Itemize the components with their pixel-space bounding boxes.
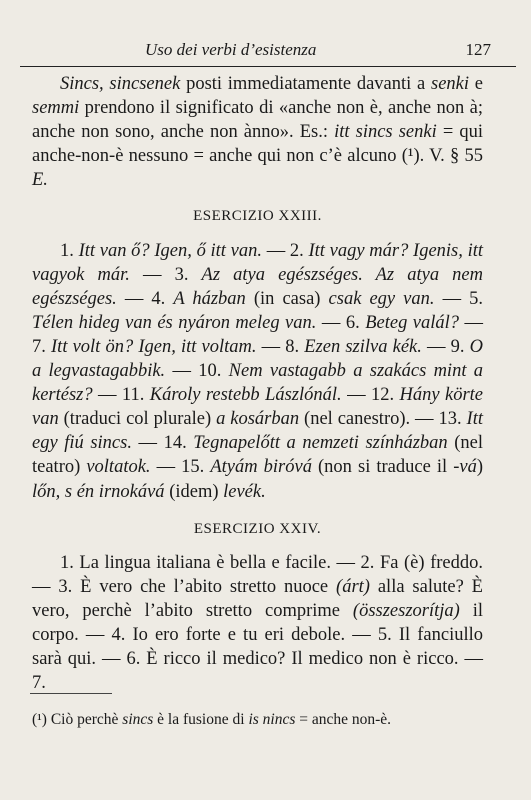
- ex23-text: 1.: [60, 240, 79, 261]
- ex23-text: Nem vastagabb a szakács mint a kertész?: [32, 361, 483, 406]
- ex23-text: — 6.: [316, 312, 366, 333]
- ex23-text: (traduci col plurale): [58, 409, 217, 430]
- intro-text: = qui anche-non-è nessuno = anche qui non c’è alcuno (¹). V. § 55: [32, 122, 483, 167]
- footnote-text: (¹) Ciò perchè: [32, 711, 123, 728]
- ex24-text: alla salute? È vero, perchè l’abito stretto comprime: [32, 576, 483, 621]
- ex24-text: (árt): [336, 576, 370, 597]
- ex23-text: A házban: [173, 288, 246, 309]
- ex23-text: -vá: [453, 457, 477, 478]
- intro-text: semmi: [32, 98, 80, 119]
- ex24-text: il corpo. — 4. Io ero forte e tu eri debole. — 5. Il fanciullo sarà qui. — 6. È ricco il medico? Il medico non è ricco. — 7.: [32, 600, 484, 694]
- ex23-text: (non si traduce il: [311, 457, 454, 478]
- header-rule: [20, 66, 516, 67]
- intro-text: itt sincs senki: [334, 122, 437, 143]
- ex23-text: — 9.: [421, 336, 470, 357]
- ex23-text: — 11.: [92, 385, 150, 406]
- ex23-text: Télen hideg van és nyáron meleg van.: [32, 312, 317, 333]
- ex23-text: — 5.: [434, 288, 484, 309]
- ex23-text: Itt van ő? Igen, ő itt van.: [78, 240, 262, 261]
- ex23-text: levék.: [223, 481, 266, 502]
- ex23-text: Beteg valál?: [365, 312, 460, 333]
- ex23-text: — 8.: [256, 336, 305, 357]
- ex23-text: Ezen szilva kék.: [304, 336, 422, 357]
- exercise-24-heading: ESERCIZIO XXIV.: [193, 520, 322, 537]
- footnote-text: = anche non-è.: [295, 711, 392, 728]
- page-number: 127: [465, 40, 491, 59]
- ex23-text: Atyám biróvá: [210, 457, 312, 478]
- ex23-text: — 7.: [32, 312, 484, 357]
- ex23-text: — 3.: [129, 264, 202, 285]
- ex23-text: Károly restebb Lászlónál.: [149, 385, 342, 406]
- intro-text: prendono il significato di «anche non è, anche non à; anche non sono, anche non ànno». Es.:: [32, 98, 483, 143]
- footnote: [32, 709, 483, 730]
- ex23-text: ): [476, 457, 484, 478]
- ex23-text: lőn, s én irnokává: [32, 481, 165, 502]
- ex23-text: (in casa): [245, 288, 329, 309]
- running-title: Uso dei verbi d’esistenza: [145, 40, 317, 59]
- page-body: [32, 72, 483, 695]
- page-header: [30, 40, 491, 64]
- ex24-text: (összeszorítja): [352, 600, 460, 621]
- ex23-text: a kosárban: [216, 409, 300, 430]
- ex23-text: (nel teatro): [32, 433, 484, 478]
- ex23-text: — 4.: [116, 288, 174, 309]
- exercise-23-text: [32, 239, 483, 504]
- ex23-text: — 12.: [341, 385, 400, 406]
- footnote-text: sincs: [122, 711, 154, 728]
- ex23-text: — 15.: [150, 457, 211, 478]
- ex23-text: Az atya egészséges. Az atya nem egészséges.: [32, 264, 483, 309]
- ex24-text: 1. La lingua italiana è bella e facile. — 2. Fa (è) freddo. — 3. È vero che l’abito stretto nuoce: [32, 552, 483, 597]
- intro-text: E.: [32, 170, 48, 191]
- footnote-separator: [30, 693, 112, 694]
- ex23-text: — 10.: [165, 361, 229, 382]
- ex23-text: Itt vagy már? Igenis, itt vagyok már.: [32, 240, 484, 285]
- intro-paragraph: [32, 72, 483, 192]
- ex23-text: O a legvastagabbik.: [32, 336, 484, 382]
- intro-text: e: [469, 74, 483, 94]
- ex23-text: — 14.: [131, 433, 194, 454]
- intro-text: Sincs, sincsenek: [60, 74, 181, 94]
- footnote-text: è la fusione di: [153, 711, 249, 728]
- footnote-text: is nincs: [248, 711, 296, 728]
- ex23-text: voltatok.: [86, 457, 151, 478]
- ex23-text: (nel canestro). — 13.: [299, 409, 467, 430]
- ex23-text: csak egy van.: [328, 288, 435, 309]
- intro-text: senki: [431, 74, 470, 94]
- ex23-text: — 2.: [262, 240, 309, 261]
- ex23-text: Hány körte van: [32, 385, 484, 430]
- exercise-23-heading: ESERCIZIO XXIII.: [193, 208, 322, 225]
- ex23-text: Itt egy fiú sincs.: [32, 409, 483, 454]
- ex23-text: (idem): [164, 481, 224, 502]
- ex23-text: Itt volt ön? Igen, itt voltam.: [51, 336, 257, 357]
- intro-text: posti immediatamente davanti a: [180, 74, 432, 94]
- exercise-24-text: [32, 551, 483, 696]
- ex23-text: Tegnapelőtt a nemzeti színházban: [193, 433, 448, 454]
